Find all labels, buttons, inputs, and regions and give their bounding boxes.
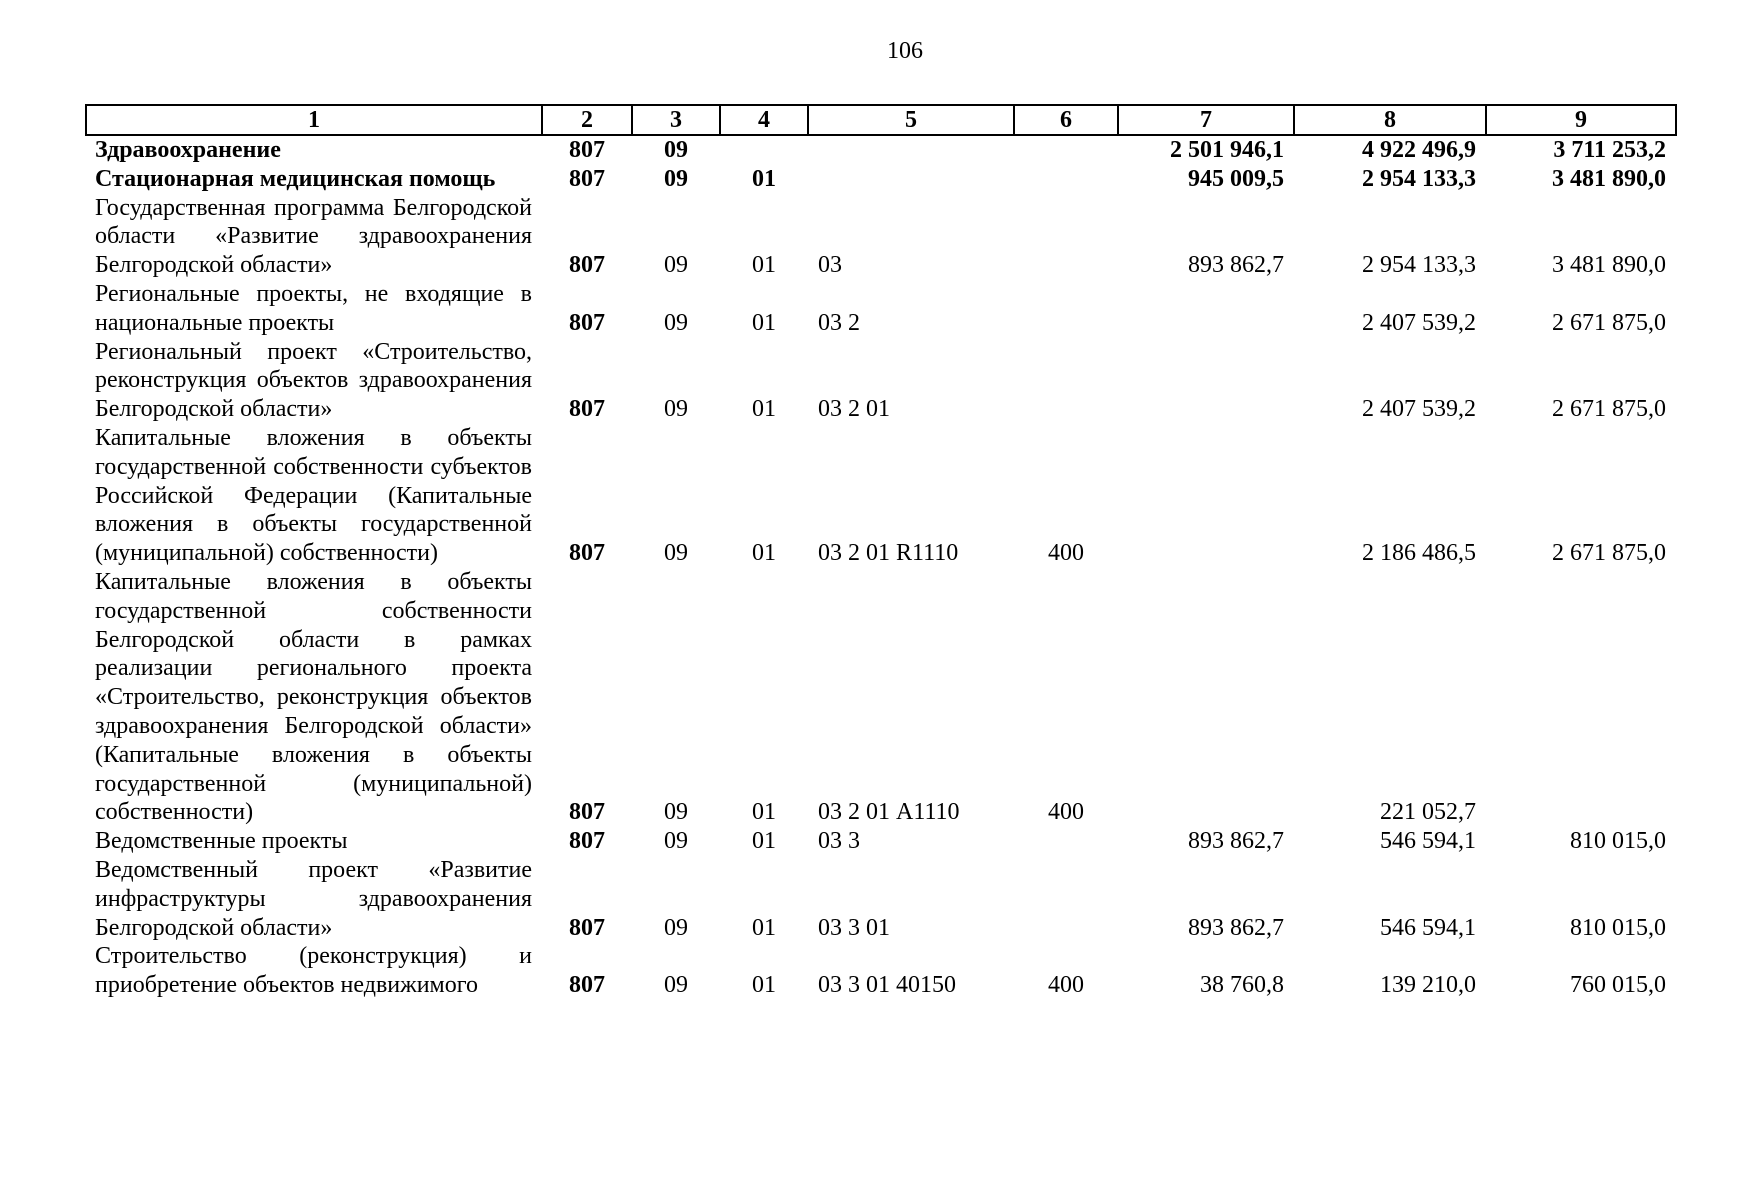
admin-code: 807 xyxy=(569,252,605,279)
amount-col-7: 893 862,7 xyxy=(1188,914,1284,941)
header-col-8: 8 xyxy=(1294,105,1486,135)
amount-col-8: 546 594,1 xyxy=(1380,914,1476,941)
amount-col-8: 4 922 496,9 xyxy=(1362,137,1476,163)
expense-type-code xyxy=(1014,856,1118,942)
amount-col-9: 810 015,0 xyxy=(1570,828,1666,855)
admin-code: 807 xyxy=(569,914,605,941)
subsection-code: 01 xyxy=(752,540,776,567)
subsection-code: 01 xyxy=(752,799,776,826)
section-code: 09 xyxy=(664,309,688,336)
admin-code: 807 xyxy=(569,396,605,423)
amount-col-7 xyxy=(1118,424,1294,568)
header-col-3: 3 xyxy=(632,105,720,135)
target-article-code: 03 2 01 А1110 xyxy=(818,799,960,826)
target-article-code: 03 2 01 R1110 xyxy=(818,540,959,567)
target-article-code: 03 3 01 40150 xyxy=(818,972,956,999)
admin-code: 807 xyxy=(569,828,605,855)
table-row xyxy=(86,424,1676,568)
expense-type-code: 400 xyxy=(1048,540,1084,567)
amount-col-7 xyxy=(1118,280,1294,338)
amount-col-8: 2 954 133,3 xyxy=(1362,252,1476,279)
item-name: Капитальные вложения в объекты государственной собственности субъектов Российской Федерации (Капитальные вложения в объекты государственной (муниципальной) собственности) xyxy=(95,424,532,567)
header-col-2: 2 xyxy=(542,105,632,135)
target-article-code: 03 2 01 xyxy=(818,396,890,423)
item-name: Здравоохранение xyxy=(95,137,281,163)
section-code: 09 xyxy=(664,137,688,163)
expense-type-code xyxy=(1014,827,1118,856)
table-row xyxy=(86,194,1676,280)
header-col-9: 9 xyxy=(1486,105,1676,135)
header-col-5: 5 xyxy=(808,105,1014,135)
amount-col-9: 2 671 875,0 xyxy=(1552,309,1666,336)
item-name: Капитальные вложения в объекты государственной собственности Белгородской области в рамках реализации регионального проекта «Строительство, реконструкция объектов здравоохранения Белгородской области» (Капитальные вложения в объекты государственной (муниципальной) собственности) xyxy=(95,568,532,826)
expense-type-code xyxy=(1014,194,1118,280)
admin-code: 807 xyxy=(569,137,605,163)
header-col-4: 4 xyxy=(720,105,808,135)
subsection-code: 01 xyxy=(752,914,776,941)
subsection-code: 01 xyxy=(752,828,776,855)
budget-table xyxy=(85,104,1677,1000)
header-col-6: 6 xyxy=(1014,105,1118,135)
section-code: 09 xyxy=(664,540,688,567)
amount-col-8: 2 954 133,3 xyxy=(1362,165,1476,192)
admin-code: 807 xyxy=(569,165,605,192)
admin-code: 807 xyxy=(569,309,605,336)
table-row xyxy=(86,568,1676,827)
amount-col-8: 546 594,1 xyxy=(1380,828,1476,855)
subsection-code: 01 xyxy=(752,972,776,999)
amount-col-8: 139 210,0 xyxy=(1380,972,1476,999)
table-row xyxy=(86,280,1676,338)
table-row xyxy=(86,856,1676,942)
item-name: Региональные проекты, не входящие в национальные проекты xyxy=(95,280,532,336)
section-code: 09 xyxy=(664,972,688,999)
item-name: Стационарная медицинская помощь xyxy=(95,165,496,192)
expense-type-code xyxy=(1014,165,1118,194)
header-col-7: 7 xyxy=(1118,105,1294,135)
expense-type-code: 400 xyxy=(1048,972,1084,999)
target-article-code xyxy=(808,165,1014,194)
item-name: Региональный проект «Строительство, реконструкция объектов здравоохранения Белгородской области» xyxy=(95,338,532,423)
target-article-code xyxy=(808,135,1014,165)
amount-col-9: 2 671 875,0 xyxy=(1552,396,1666,423)
target-article-code: 03 2 xyxy=(818,309,860,336)
subsection-code xyxy=(720,135,808,165)
subsection-code: 01 xyxy=(752,309,776,336)
expense-type-code: 400 xyxy=(1048,799,1084,826)
section-code: 09 xyxy=(664,252,688,279)
amount-col-9: 2 671 875,0 xyxy=(1552,540,1666,567)
table-row xyxy=(86,942,1676,1000)
amount-col-8: 2 186 486,5 xyxy=(1362,540,1476,567)
admin-code: 807 xyxy=(569,972,605,999)
header-row xyxy=(86,105,1676,135)
target-article-code: 03 3 xyxy=(818,828,860,855)
subsection-code: 01 xyxy=(752,252,776,279)
table-row xyxy=(86,338,1676,424)
section-code: 09 xyxy=(664,396,688,423)
item-name: Государственная программа Белгородской области «Развитие здравоохранения Белгородской области» xyxy=(95,194,532,279)
table-row xyxy=(86,165,1676,194)
amount-col-9: 810 015,0 xyxy=(1570,914,1666,941)
amount-col-8: 2 407 539,2 xyxy=(1362,396,1476,423)
table-row xyxy=(86,827,1676,856)
expense-type-code xyxy=(1014,280,1118,338)
amount-col-7: 945 009,5 xyxy=(1188,165,1284,192)
section-code: 09 xyxy=(664,165,688,192)
section-code: 09 xyxy=(664,799,688,826)
amount-col-9: 3 481 890,0 xyxy=(1552,165,1666,192)
item-name: Строительство (реконструкция) и приобретение объектов недвижимого xyxy=(95,943,532,999)
table-row xyxy=(86,135,1676,165)
amount-col-9: 3 711 253,2 xyxy=(1553,137,1666,163)
amount-col-7 xyxy=(1118,338,1294,424)
amount-col-9 xyxy=(1486,568,1676,827)
subsection-code: 01 xyxy=(752,396,776,423)
item-name: Ведомственный проект «Развитие инфраструктуры здравоохранения Белгородской области» xyxy=(95,856,532,941)
admin-code: 807 xyxy=(569,540,605,567)
amount-col-7 xyxy=(1118,568,1294,827)
admin-code: 807 xyxy=(569,799,605,826)
subsection-code: 01 xyxy=(752,165,776,192)
expense-type-code xyxy=(1014,135,1118,165)
amount-col-8: 2 407 539,2 xyxy=(1362,309,1476,336)
section-code: 09 xyxy=(664,828,688,855)
page-number: 106 xyxy=(887,38,923,64)
amount-col-7: 2 501 946,1 xyxy=(1170,137,1284,163)
expense-type-code xyxy=(1014,338,1118,424)
amount-col-7: 38 760,8 xyxy=(1200,972,1284,999)
amount-col-7: 893 862,7 xyxy=(1188,252,1284,279)
item-name: Ведомственные проекты xyxy=(95,828,348,855)
amount-col-8: 221 052,7 xyxy=(1380,799,1476,826)
section-code: 09 xyxy=(664,914,688,941)
table-body xyxy=(86,135,1676,1000)
amount-col-9: 760 015,0 xyxy=(1570,972,1666,999)
target-article-code: 03 xyxy=(818,252,842,279)
header-col-1: 1 xyxy=(86,105,542,135)
target-article-code: 03 3 01 xyxy=(818,914,890,941)
amount-col-9: 3 481 890,0 xyxy=(1552,252,1666,279)
amount-col-7: 893 862,7 xyxy=(1188,828,1284,855)
